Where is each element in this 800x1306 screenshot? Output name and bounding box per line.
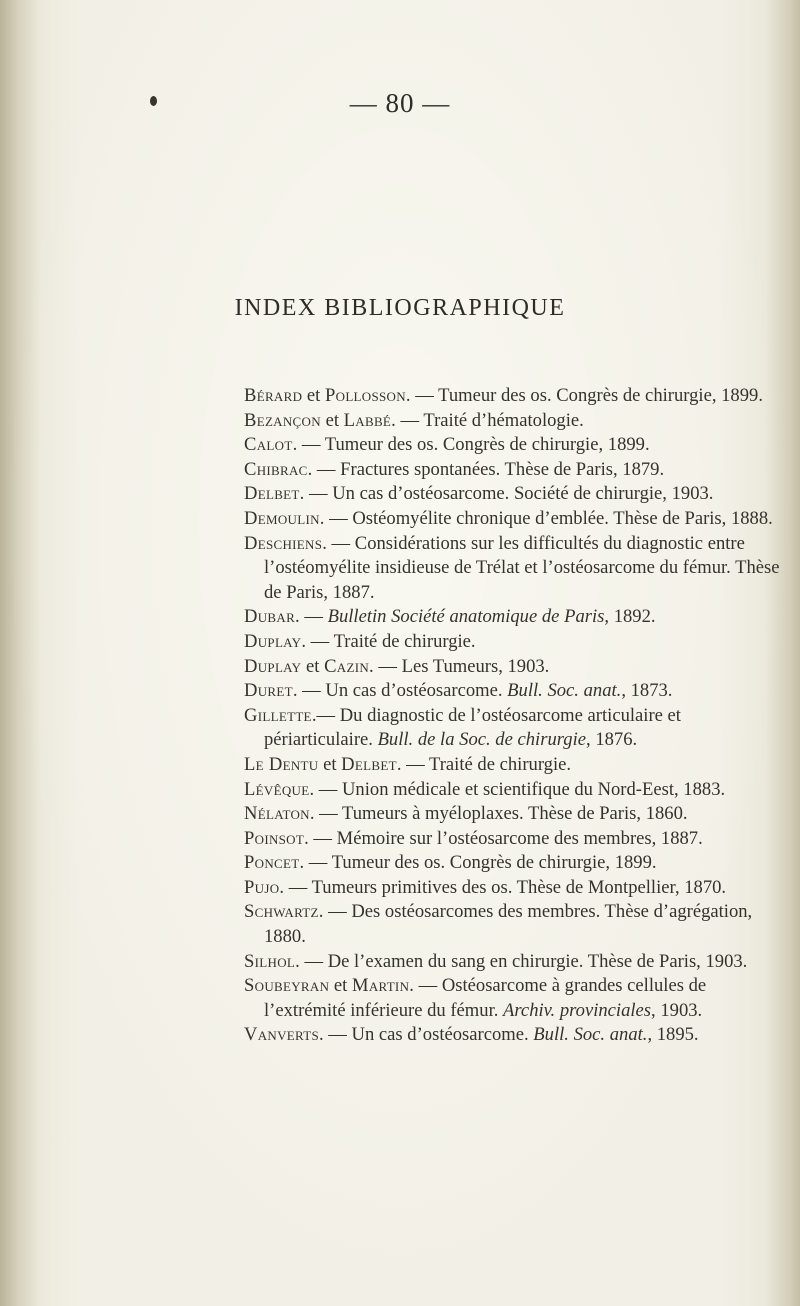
entry-separator: . — xyxy=(405,385,439,406)
bibliography-entry xyxy=(244,630,784,655)
entry-journal: Bull. de la Soc. de chirurgie xyxy=(377,729,587,751)
entry-text: Tumeurs primitives des os. Thèse de Montpellier, 1870. xyxy=(311,876,727,898)
entry-text: Ostéomyélite chronique d’emblée. Thèse de Paris, 1888. xyxy=(352,507,773,529)
entry-text: Un cas d’ostéosarcome. xyxy=(351,1024,534,1046)
entry-journal: Archiv. provinciales xyxy=(503,999,652,1021)
entry-text: Du diagnostic de l’ostéosarcome articulaire et périarticulaire. xyxy=(264,704,681,751)
entry-text: Tumeurs à myéloplaxes. Thèse de Paris, 1860. xyxy=(342,803,688,825)
entry-author: Silhol xyxy=(244,950,296,972)
bibliography-entry xyxy=(244,778,784,803)
entry-separator: . — xyxy=(295,606,328,628)
bibliography-entry xyxy=(244,876,784,901)
entry-separator: . — xyxy=(309,803,343,825)
entry-author: Calot xyxy=(244,434,293,456)
bibliography-entry xyxy=(244,900,784,949)
entry-text: Ostéosarcome à grandes cellules de l’extrémité inférieure du fémur. xyxy=(264,975,707,1021)
entry-author: Soubeyran xyxy=(244,975,330,997)
bibliography-entry xyxy=(244,532,784,606)
entry-author: Chibrac xyxy=(244,458,308,480)
entry-text: Un cas d’ostéosarcome. xyxy=(325,680,508,702)
entry-connector: et xyxy=(329,975,352,997)
entry-connector: et xyxy=(320,409,344,431)
entry-separator: . — xyxy=(369,655,402,677)
entry-text: Traité de chirurgie. xyxy=(429,753,572,775)
bibliography-entry xyxy=(244,605,784,630)
entry-author: Vanverts xyxy=(244,1024,319,1046)
entry-author: Le Dentu xyxy=(244,753,319,775)
entry-text: Considérations sur les difficultés du diagnostic entre l’ostéomyélite insidieuse de Trélat et l’ostéosarcome du fémur. Thèse de Paris, 1887. xyxy=(264,532,780,603)
entry-connector: et xyxy=(302,385,325,406)
entry-text: Traité de chirurgie. xyxy=(333,630,476,652)
bibliography-entry xyxy=(244,974,784,1023)
entry-author: Poinsot xyxy=(244,827,305,849)
entry-tail: , 1876. xyxy=(586,729,638,751)
entry-author: Dubar xyxy=(244,606,296,628)
entry-journal: Bull. Soc. anat. xyxy=(507,680,622,702)
entry-tail: , 1895. xyxy=(647,1024,699,1046)
entry-separator: . — xyxy=(292,434,325,456)
entry-coauthor: Martin xyxy=(351,975,410,997)
entry-separator: . — xyxy=(307,458,341,480)
bibliography-list xyxy=(244,384,784,1048)
entry-separator: . — xyxy=(396,753,430,775)
entry-separator: .— xyxy=(311,704,340,726)
entry-separator: . — xyxy=(292,680,326,702)
entry-author: Lévêque xyxy=(244,778,310,800)
bibliography-entry xyxy=(244,753,784,778)
entry-author: Duplay xyxy=(244,655,302,677)
entry-separator: . — xyxy=(409,975,442,997)
entry-text: Traité d’hématologie. xyxy=(423,409,584,431)
entry-author: Gillette xyxy=(244,704,312,726)
entry-connector: et xyxy=(301,655,325,677)
entry-journal: Bull. Soc. anat. xyxy=(533,1024,648,1046)
entry-author: Pujo xyxy=(244,876,280,898)
entry-separator: . — xyxy=(299,852,332,874)
entry-author: Demoulin xyxy=(244,507,320,529)
entry-text: Tumeur des os. Congrès de chirurgie, 1899. xyxy=(324,434,650,456)
entry-author: Delbet xyxy=(244,483,300,505)
entry-separator: . — xyxy=(318,901,352,923)
entry-tail: , 1903. xyxy=(651,999,703,1021)
entry-author: Bezançon xyxy=(244,409,321,431)
entry-author: Deschiens xyxy=(244,532,323,554)
bibliography-entry xyxy=(244,802,784,827)
entry-journal: Bulletin Société anatomique de Paris xyxy=(327,606,605,628)
bibliography-entry xyxy=(244,507,784,532)
entry-separator: . — xyxy=(304,827,337,849)
entry-author: Poncet xyxy=(244,852,300,874)
entry-coauthor: Pollosson xyxy=(324,385,406,406)
bibliography-entry xyxy=(244,1023,784,1048)
entry-tail: , 1892. xyxy=(604,606,656,628)
entry-author: Duret xyxy=(244,680,293,702)
entry-author: Duplay xyxy=(244,630,302,652)
entry-separator: . — xyxy=(322,532,355,554)
entry-author: Nélaton xyxy=(244,803,310,825)
entry-separator: . — xyxy=(391,409,424,431)
page-title: INDEX BIBLIOGRAPHIQUE xyxy=(234,295,566,321)
entry-text: Un cas d’ostéosarcome. Société de chirurgie, 1903. xyxy=(332,483,714,505)
entry-text: Tumeur des os. Congrès de chirurgie, 1899. xyxy=(331,852,657,874)
bibliography-entry xyxy=(244,384,784,409)
bibliography-entry xyxy=(244,458,784,483)
entry-author: Schwartz xyxy=(244,901,319,923)
bibliography-entry xyxy=(244,950,784,975)
entry-text: Union médicale et scientifique du Nord-Eest, 1883. xyxy=(342,778,726,800)
bibliography-entry xyxy=(244,655,784,680)
bibliography-entry xyxy=(244,433,784,458)
bibliography-entry xyxy=(244,704,784,753)
entry-separator: . — xyxy=(309,778,342,800)
page-number: — 80 — xyxy=(349,88,451,118)
entry-coauthor: Labbé xyxy=(343,409,392,431)
entry-separator: . — xyxy=(301,630,334,652)
entry-separator: . — xyxy=(279,876,312,898)
bibliography-entry xyxy=(244,851,784,876)
entry-text: Les Tumeurs, 1903. xyxy=(401,655,550,677)
entry-separator: . — xyxy=(295,950,328,972)
bibliography-entry xyxy=(244,409,784,434)
bibliography-entry xyxy=(244,482,784,507)
bibliography-entry xyxy=(244,827,784,852)
entry-text: Tumeur des os. Congrès de chirurgie, 1899. xyxy=(438,385,763,406)
entry-text: Mémoire sur l’ostéosarcome des membres, 1887. xyxy=(336,827,703,849)
entry-text: Des ostéosarcomes des membres. Thèse d’agrégation, 1880. xyxy=(264,901,753,948)
entry-connector: et xyxy=(318,753,342,775)
entry-separator: . — xyxy=(319,507,353,529)
entry-coauthor: Delbet xyxy=(341,753,397,775)
entry-coauthor: Cazin xyxy=(324,655,370,677)
entry-text: De l’examen du sang en chirurgie. Thèse de Paris, 1903. xyxy=(327,950,748,972)
entry-tail: , 1873. xyxy=(621,680,673,702)
bibliography-entry xyxy=(244,679,784,704)
entry-separator: . — xyxy=(299,483,333,505)
entry-text: Fractures spontanées. Thèse de Paris, 1879. xyxy=(340,458,665,480)
entry-author: Bérard xyxy=(244,385,303,406)
entry-separator: . — xyxy=(319,1024,352,1046)
